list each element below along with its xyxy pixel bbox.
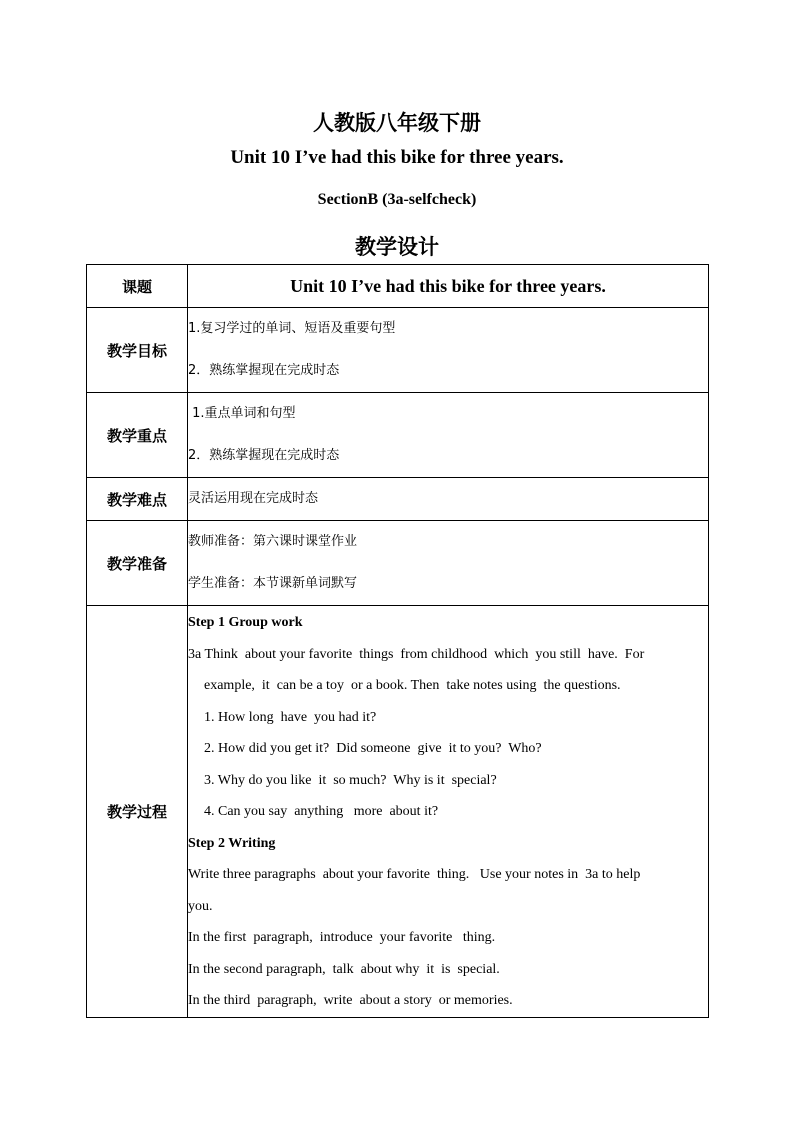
step1-intro-b: example, it can be a toy or a book. Then take notes using the questions. [204, 678, 621, 693]
goal-item: 1.复习学过的单词、短语及重要句型 [188, 321, 396, 336]
question-item: 2. How did you get it? Did someone give it to you? Who? [204, 741, 542, 756]
paragraph-instruction: In the third paragraph, write about a story or memories. [188, 993, 513, 1008]
lesson-plan-table [86, 264, 709, 1018]
paragraph-instruction: In the second paragraph, talk about why it is special. [188, 961, 500, 977]
design-title: 教学设计 [355, 235, 439, 259]
row-goals [87, 308, 709, 393]
prep-item: 学生准备：本节课新单词默写 [188, 576, 358, 591]
key-cell [188, 393, 709, 478]
paragraph-instruction: In the first paragraph, introduce your favorite thing. [188, 930, 496, 945]
step1-title: Step 1 Group work [188, 615, 303, 630]
question-item: 1. How long have you had it? [204, 709, 377, 725]
section-title: SectionB (3a-selfcheck) [317, 191, 477, 208]
prep-label: 教学准备 [87, 521, 188, 606]
prep-item: 教师准备：第六课时课堂作业 [188, 534, 358, 549]
key-item: 2．熟练掌握现在完成时态 [188, 448, 340, 463]
goals-label: 教学目标 [87, 308, 188, 393]
row-key-points [87, 393, 709, 478]
process-cell [188, 606, 709, 1018]
step2-text-b: you. [188, 898, 213, 914]
question-item: 3. Why do you like it so much? Why is it special? [204, 772, 497, 788]
row-preparation [87, 521, 709, 606]
step2-title: Step 2 Writing [188, 835, 276, 851]
unit-title: Unit 10 I’ve had this bike for three years. [230, 147, 564, 168]
key-label: 教学重点 [87, 393, 188, 478]
topic-label: 课题 [87, 265, 188, 308]
row-topic [87, 265, 709, 308]
step2-text-a: Write three paragraphs about your favorite thing. Use your notes in 3a to help [188, 867, 641, 882]
difficulty-label: 教学难点 [87, 478, 188, 521]
key-item: 1.重点单词和句型 [188, 406, 296, 421]
row-difficulty [87, 478, 709, 521]
step1-intro-a: 3a Think about your favorite things from childhood which you still have. For [188, 646, 645, 662]
document-title: 人教版八年级下册 [313, 111, 481, 135]
goal-item: 2．熟练掌握现在完成时态 [188, 363, 340, 378]
process-label: 教学过程 [87, 606, 188, 1018]
goals-cell [188, 308, 709, 393]
prep-cell [188, 521, 709, 606]
topic-value: Unit 10 I’ve had this bike for three years. [188, 265, 709, 308]
question-item: 4. Can you say anything more about it? [204, 804, 439, 819]
difficulty-text: 灵活运用现在完成时态 [188, 491, 319, 506]
difficulty-cell [188, 478, 709, 521]
row-process [87, 606, 709, 1018]
